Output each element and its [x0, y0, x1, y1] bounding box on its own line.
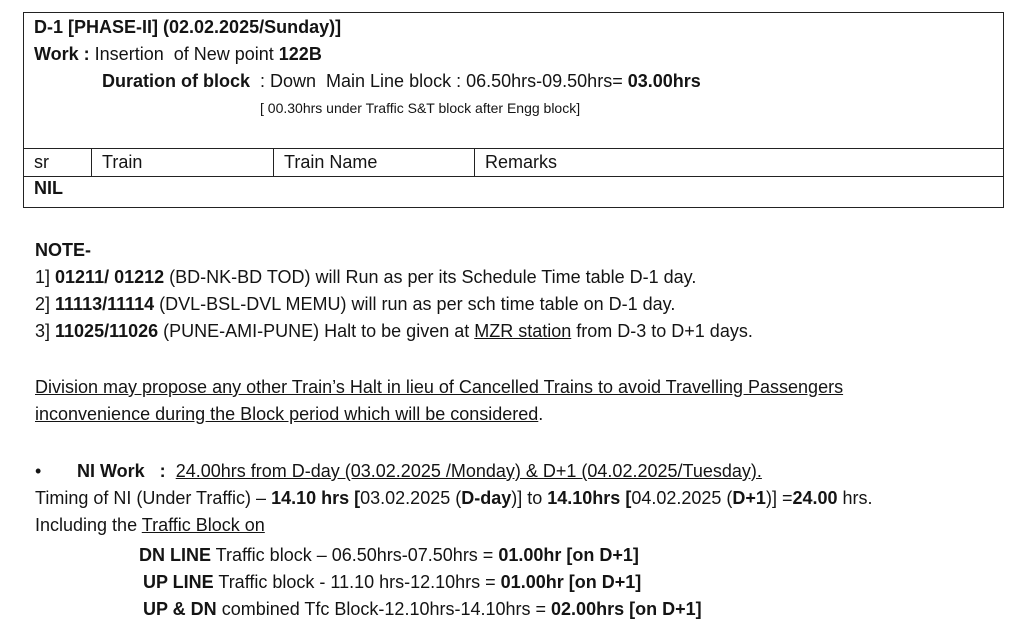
work-point: 122B	[278, 44, 322, 64]
block-line-name: DN LINE	[139, 545, 211, 565]
note-text: (BD-NK-BD TOD) will Run as per its Schedule Time table D-1 day.	[164, 267, 697, 287]
ni-timing-line	[35, 488, 873, 509]
division-note-line-1	[35, 377, 843, 398]
note-prefix: 3]	[35, 321, 56, 341]
work-text: Insertion of New point	[89, 44, 279, 64]
note-train-number: 11113/11114	[55, 294, 155, 314]
ni-timing-date: 03.02.2025 (	[360, 488, 462, 508]
block-duration: 01.00hr [on D+1]	[498, 545, 639, 565]
note-item-3	[35, 321, 753, 342]
duration-note: [ 00.30hrs under Traffic S&T block after Engg block]	[260, 100, 581, 116]
note-prefix: 1]	[35, 267, 56, 287]
block-line-name: UP & DN	[143, 599, 217, 619]
column-header-sr: sr	[34, 152, 49, 172]
work-label: Work :	[34, 44, 90, 64]
duration-label: Duration of block	[102, 71, 250, 91]
note-train-number: 01211/ 01212	[55, 267, 165, 287]
including-line	[35, 515, 265, 536]
note-item-2	[35, 294, 675, 315]
note-train-number: 11025/11026	[55, 321, 159, 341]
block-description: Traffic block - 11.10 hrs-12.10hrs =	[213, 572, 501, 592]
column-header-train: Train	[91, 148, 273, 176]
block-description: combined Tfc Block-12.10hrs-14.10hrs =	[216, 599, 552, 619]
block-duration: 02.00hrs [on D+1]	[551, 599, 702, 619]
including-text: Including the	[35, 515, 142, 535]
ni-work-line	[35, 461, 762, 482]
ni-timing-date2: 04.02.2025 (	[631, 488, 733, 508]
ni-timing-end: 14.10hrs [	[547, 488, 632, 508]
ni-timing-unit: hrs.	[837, 488, 873, 508]
division-note-text: Division may propose any other Train’s Halt in lieu of Cancelled Trains to avoid Travelling Passengers	[35, 377, 844, 397]
ni-timing-text: Timing of NI (Under Traffic) –	[35, 488, 272, 508]
ni-work-label: NI Work :	[77, 461, 166, 481]
note-prefix: 2]	[35, 294, 56, 314]
table-header-row	[24, 148, 1003, 177]
duration-text: : Down Main Line block : 06.50hrs-09.50hrs=	[250, 71, 628, 91]
block-duration: 01.00hr [on D+1]	[500, 572, 642, 592]
block-up-line	[143, 572, 641, 593]
note-heading-text: NOTE-	[35, 240, 91, 260]
note-suffix: from D-3 to D+1 days.	[571, 321, 753, 341]
division-note-line-2	[35, 404, 543, 425]
ni-timing-to: )] to	[511, 488, 548, 508]
division-note-end: .	[538, 404, 544, 424]
column-header-train-name: Train Name	[273, 148, 474, 176]
note-heading	[35, 240, 91, 261]
ni-timing-dplus: D+1	[732, 488, 766, 508]
block-table	[23, 12, 1004, 208]
ni-timing-dday: D-day	[461, 488, 512, 508]
work-line	[34, 44, 322, 65]
bullet-icon: •	[35, 461, 42, 481]
ni-work-period: 24.00hrs from D-day (03.02.2025 /Monday) & D+1 (04.02.2025/Tuesday).	[175, 461, 762, 481]
ni-timing-equals: )] =	[765, 488, 793, 508]
block-line-name: UP LINE	[143, 572, 214, 592]
mzr-station-text: MZR station	[474, 321, 572, 341]
division-note-text: inconvenience during the Block period which will be considered	[35, 404, 539, 424]
ni-timing-start: 14.10 hrs [	[271, 488, 361, 508]
block-dn-line	[139, 545, 639, 566]
note-text: (DVL-BSL-DVL MEMU) will run as per sch time table on D-1 day.	[154, 294, 676, 314]
note-text: (PUNE-AMI-PUNE) Halt to be given at	[158, 321, 475, 341]
block-header	[24, 13, 1003, 149]
block-up-dn-combined	[143, 599, 702, 620]
duration-line	[102, 71, 701, 92]
ni-spacer	[166, 461, 176, 481]
ni-timing-total: 24.00	[792, 488, 838, 508]
block-title: D-1 [PHASE-II] (02.02.2025/Sunday)]	[34, 17, 342, 37]
traffic-block-text: Traffic Block on	[141, 515, 265, 535]
block-description: Traffic block – 06.50hrs-07.50hrs =	[211, 545, 499, 565]
duration-total: 03.00hrs	[627, 71, 701, 91]
table-empty-text: NIL	[34, 178, 63, 198]
column-header-remarks: Remarks	[474, 148, 1003, 176]
note-item-1	[35, 267, 696, 288]
